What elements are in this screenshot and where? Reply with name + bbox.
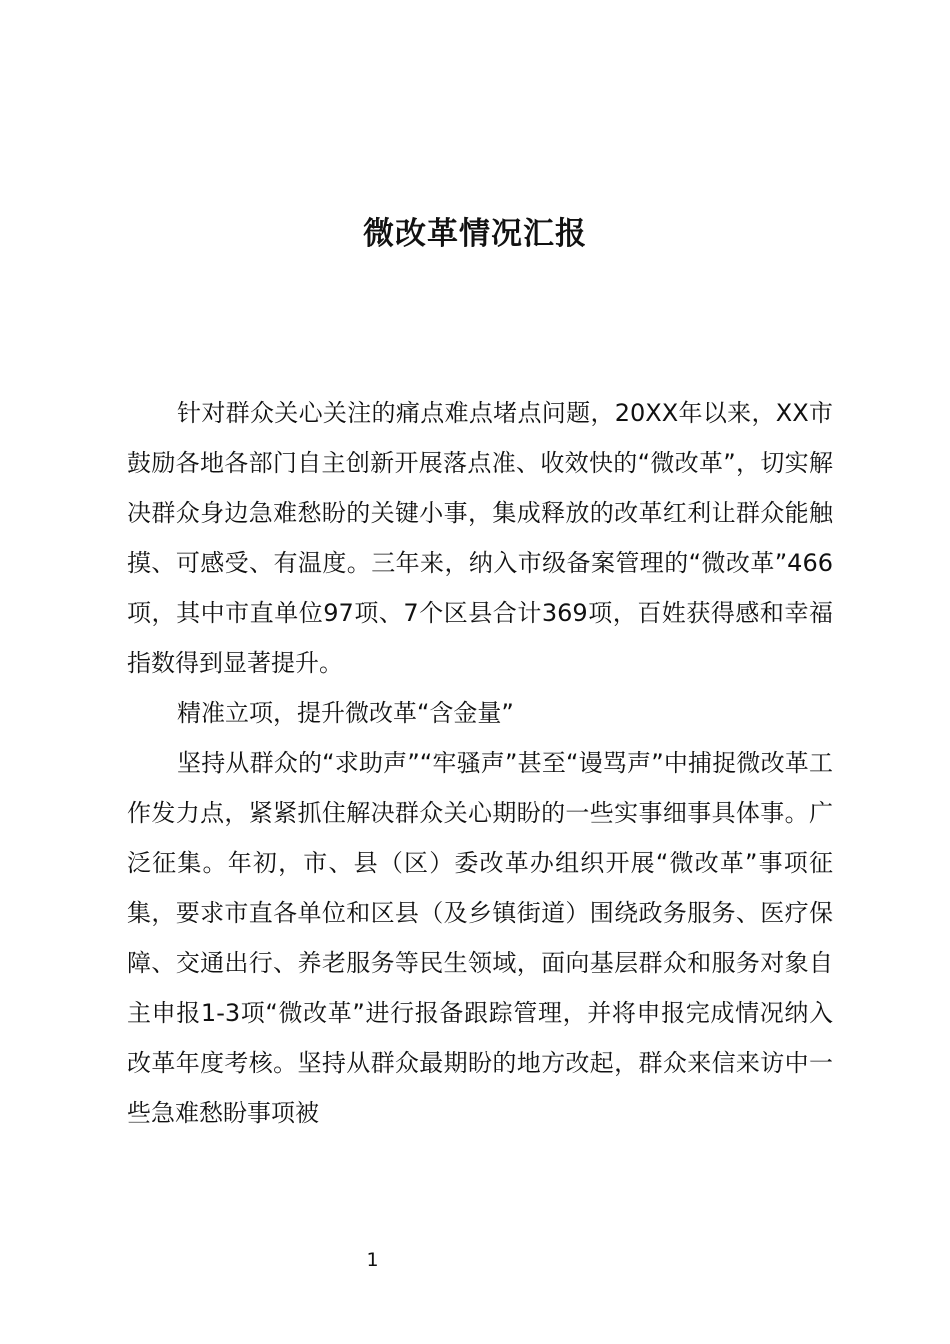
section-heading: 精准立项，提升微改革“含金量”: [177, 699, 514, 727]
page-number: 1: [366, 1249, 379, 1271]
paragraph-intro: 针对群众关心关注的痛点难点堵点问题，20XX年以来，XX市鼓励各地各部门自主创新开展落点准、收效快的“微改革”，切实解决群众身边急难愁盼的关键小事，集成释放的改革红利让群众能触摸、可感受、有温度。三年来，纳入市级备案管理的“微改革”466项，其中市直单位97项、7个区县合计369项，百姓获得感和幸福指数得到显著提升。: [127, 399, 833, 677]
document-body: [127, 388, 833, 1138]
document-title: 微改革情况汇报: [363, 216, 587, 252]
paragraph-detail: 坚持从群众的“求助声”“牢骚声”甚至“谩骂声”中捕捉微改革工作发力点，紧紧抓住解决群众关心期盼的一些实事细事具体事。广泛征集。年初，市、县（区）委改革办组织开展“微改革”事项征集，要求市直各单位和区县（及乡镇街道）围绕政务服务、医疗保障、交通出行、养老服务等民生领域，面向基层群众和服务对象自主申报1-3项“微改革”进行报备跟踪管理，并将申报完成情况纳入改革年度考核。坚持从群众最期盼的地方改起，群众来信来访中一些急难愁盼事项被: [127, 749, 833, 1127]
